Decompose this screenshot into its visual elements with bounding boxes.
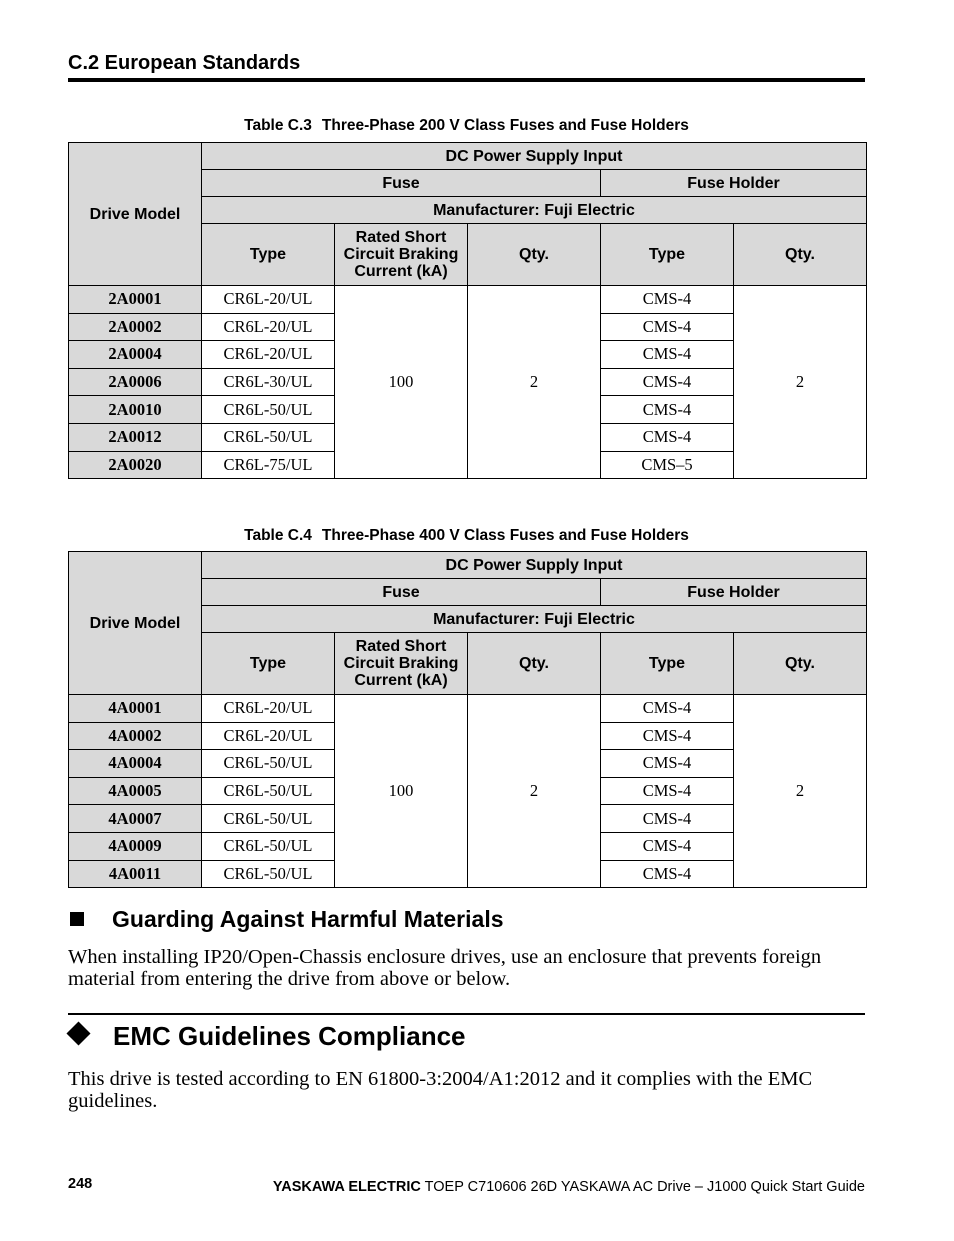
section-title: C.2 European Standards [68, 52, 301, 74]
holder-qty-cell: 2 [734, 286, 867, 479]
holder-qty-cell: 2 [734, 695, 867, 888]
holder-type-cell: CMS-4 [601, 695, 734, 723]
drive-model-cell: 2A0006 [69, 368, 202, 396]
header-holder-qty: Qty. [734, 633, 867, 695]
header-fuse-holder: Fuse Holder [601, 170, 867, 197]
drive-model-cell: 2A0010 [69, 396, 202, 424]
header-type: Type [202, 224, 335, 286]
fuse-type-cell: CR6L-50/UL [202, 750, 335, 778]
drive-model-cell: 4A0007 [69, 805, 202, 833]
guarding-heading [68, 903, 865, 935]
table-row [69, 286, 867, 314]
fuse-type-cell: CR6L-20/UL [202, 286, 335, 314]
header-dc-input: DC Power Supply Input [202, 143, 867, 170]
holder-type-cell: CMS-4 [601, 750, 734, 778]
rated-current-cell: 100 [335, 695, 468, 888]
table-c3 [68, 142, 867, 479]
table-row [69, 695, 867, 723]
fuse-type-cell: CR6L-30/UL [202, 368, 335, 396]
emc-heading-text: EMC Guidelines Compliance [113, 1021, 466, 1051]
table-c4-caption-title: Three-Phase 400 V Class Fuses and Fuse Holders [321, 527, 689, 544]
fuse-type-cell: CR6L-20/UL [202, 341, 335, 369]
emc-paragraph: This drive is tested according to EN 61800-3:2004/A1:2012 and it complies with the EMC guidelines. [68, 1068, 813, 1112]
holder-type-cell: CMS-4 [601, 777, 734, 805]
holder-type-cell: CMS-4 [601, 368, 734, 396]
fuse-type-cell: CR6L-50/UL [202, 777, 335, 805]
fuse-type-cell: CR6L-50/UL [202, 832, 335, 860]
footer-doc-title: TOEP C710606 26D YASKAWA AC Drive – J1000 Quick Start Guide [424, 1179, 865, 1195]
header-holder-qty: Qty. [734, 224, 867, 286]
header-holder-type: Type [601, 633, 734, 695]
drive-model-cell: 4A0005 [69, 777, 202, 805]
drive-model-cell: 2A0001 [69, 286, 202, 314]
header-fuse: Fuse [202, 170, 601, 197]
fuse-type-cell: CR6L-75/UL [202, 451, 335, 479]
emc-heading [68, 1018, 865, 1054]
diamond-bullet-icon [66, 1021, 90, 1045]
footer-brand: YASKAWA ELECTRIC [272, 1179, 421, 1195]
fuse-type-cell: CR6L-20/UL [202, 722, 335, 750]
drive-model-cell: 4A0004 [69, 750, 202, 778]
header-fuse: Fuse [202, 579, 601, 606]
holder-type-cell: CMS-4 [601, 832, 734, 860]
header-qty: Qty. [468, 224, 601, 286]
drive-model-cell: 4A0009 [69, 832, 202, 860]
table-c3-caption-number: Table C.3 [244, 117, 312, 134]
header-manufacturer: Manufacturer: Fuji Electric [202, 197, 867, 224]
drive-model-cell: 4A0001 [69, 695, 202, 723]
header-rated-current: Rated Short Circuit Braking Current (kA) [335, 224, 468, 286]
drive-model-cell: 2A0002 [69, 313, 202, 341]
holder-type-cell: CMS-4 [601, 423, 734, 451]
table-c3-caption-title: Three-Phase 200 V Class Fuses and Fuse Holders [321, 117, 689, 134]
fuse-qty-cell: 2 [468, 695, 601, 888]
emc-rule [68, 1013, 865, 1015]
holder-type-cell: CMS–5 [601, 451, 734, 479]
guarding-paragraph: When installing IP20/Open-Chassis enclosure drives, use an enclosure that prevents foreign material from entering the drive from above or below. [68, 946, 822, 990]
header-qty: Qty. [468, 633, 601, 695]
fuse-qty-cell: 2 [468, 286, 601, 479]
section-rule [68, 78, 865, 82]
header-fuse-holder: Fuse Holder [601, 579, 867, 606]
header-manufacturer: Manufacturer: Fuji Electric [202, 606, 867, 633]
section-header [68, 50, 865, 82]
drive-model-cell: 4A0011 [69, 860, 202, 888]
fuse-type-cell: CR6L-20/UL [202, 313, 335, 341]
square-bullet-icon [70, 912, 84, 926]
fuse-type-cell: CR6L-50/UL [202, 396, 335, 424]
fuse-type-cell: CR6L-50/UL [202, 860, 335, 888]
holder-type-cell: CMS-4 [601, 722, 734, 750]
footer-doc-info [273, 1179, 865, 1195]
table-c3-caption [68, 117, 865, 135]
holder-type-cell: CMS-4 [601, 313, 734, 341]
page-number: 248 [68, 1176, 93, 1192]
header-type: Type [202, 633, 335, 695]
drive-model-cell: 2A0004 [69, 341, 202, 369]
holder-type-cell: CMS-4 [601, 805, 734, 833]
table-c4-caption-number: Table C.4 [244, 527, 312, 544]
drive-model-cell: 4A0002 [69, 722, 202, 750]
drive-model-cell: 2A0020 [69, 451, 202, 479]
fuse-type-cell: CR6L-50/UL [202, 423, 335, 451]
guarding-heading-text: Guarding Against Harmful Materials [112, 906, 504, 932]
header-dc-input: DC Power Supply Input [202, 552, 867, 579]
holder-type-cell: CMS-4 [601, 860, 734, 888]
rated-current-cell: 100 [335, 286, 468, 479]
drive-model-cell: 2A0012 [69, 423, 202, 451]
header-holder-type: Type [601, 224, 734, 286]
header-drive-model: Drive Model [69, 143, 202, 286]
holder-type-cell: CMS-4 [601, 286, 734, 314]
header-rated-current: Rated Short Circuit Braking Current (kA) [335, 633, 468, 695]
table-c4-caption [68, 527, 865, 545]
header-drive-model: Drive Model [69, 552, 202, 695]
holder-type-cell: CMS-4 [601, 341, 734, 369]
fuse-type-cell: CR6L-20/UL [202, 695, 335, 723]
holder-type-cell: CMS-4 [601, 396, 734, 424]
fuse-type-cell: CR6L-50/UL [202, 805, 335, 833]
table-c4 [68, 551, 867, 888]
